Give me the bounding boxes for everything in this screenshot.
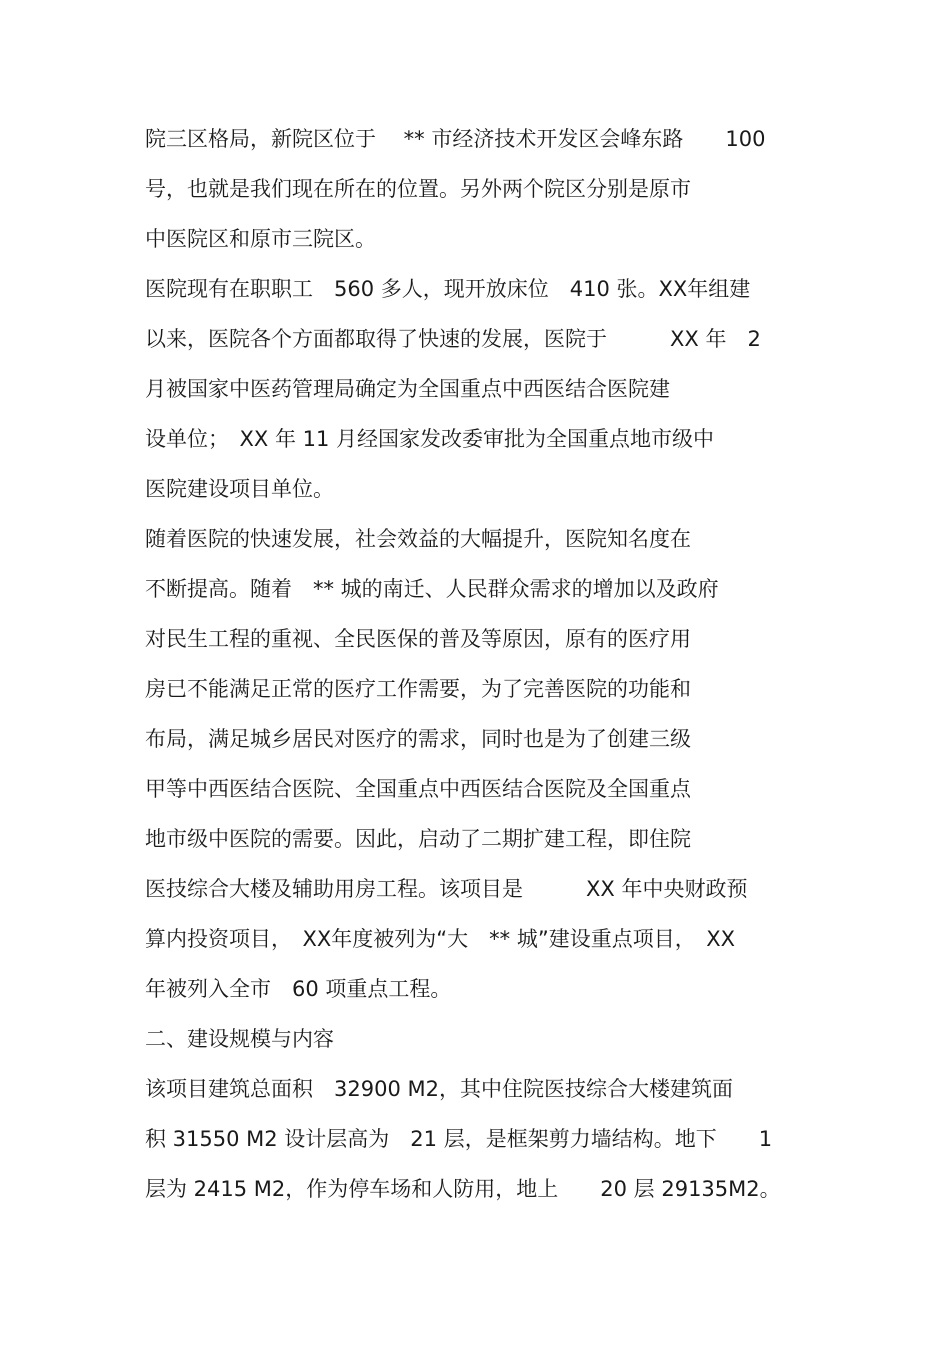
text-line: 地市级中医院的需要。因此，启动了二期扩建工程，即住院 — [145, 827, 691, 851]
text-line: 月被国家中医药管理局确定为全国重点中西医结合医院建 — [145, 377, 670, 401]
text-line: 随着医院的快速发展，社会效益的大幅提升，医院知名度在 — [145, 527, 691, 551]
text-line: 布局，满足城乡居民对医疗的需求，同时也是为了创建三级 — [145, 727, 691, 751]
text-line: 医院建设项目单位。 — [145, 477, 334, 501]
text-line: 房已不能满足正常的医疗工作需要，为了完善医院的功能和 — [145, 677, 691, 701]
text-line: 设单位； XX 年 11 月经国家发改委审批为全国重点地市级中 — [145, 427, 715, 451]
text-line: 对民生工程的重视、全民医保的普及等原因，原有的医疗用 — [145, 627, 691, 651]
text-line: 该项目建筑总面积 32900 M2，其中住院医技综合大楼建筑面 — [145, 1077, 733, 1101]
text-line: 年被列入全市 60 项重点工程。 — [145, 977, 452, 1001]
text-line: 院三区格局，新院区位于 ** 市经济技术开发区会峰东路 100 — [145, 127, 766, 151]
text-line: 医院现有在职职工 560 多人，现开放床位 410 张。XX年组建 — [145, 277, 751, 301]
text-line: 积 31550 M2 设计层高为 21 层，是框架剪力墙结构。地下 1 — [145, 1127, 773, 1151]
text-line: 不断提高。随着 ** 城的南迁、人民群众需求的增加以及政府 — [145, 577, 719, 601]
text-line: 层为 2415 M2，作为停车场和人防用，地上 20 层 29135M2。 — [145, 1177, 781, 1201]
text-line: 医技综合大楼及辅助用房工程。该项目是 XX 年中央财政预 — [145, 877, 748, 901]
text-line: 号，也就是我们现在所在的位置。另外两个院区分别是原市 — [145, 177, 691, 201]
text-line: 中医院区和原市三院区。 — [145, 227, 376, 251]
text-line: 以来，医院各个方面都取得了快速的发展，医院于 XX 年 2 — [145, 327, 761, 351]
section-heading: 二、建设规模与内容 — [145, 1027, 334, 1051]
text-line: 甲等中西医结合医院、全国重点中西医结合医院及全国重点 — [145, 777, 691, 801]
text-line: 算内投资项目， XX年度被列为“大 ** 城”建设重点项目， XX — [145, 927, 735, 951]
